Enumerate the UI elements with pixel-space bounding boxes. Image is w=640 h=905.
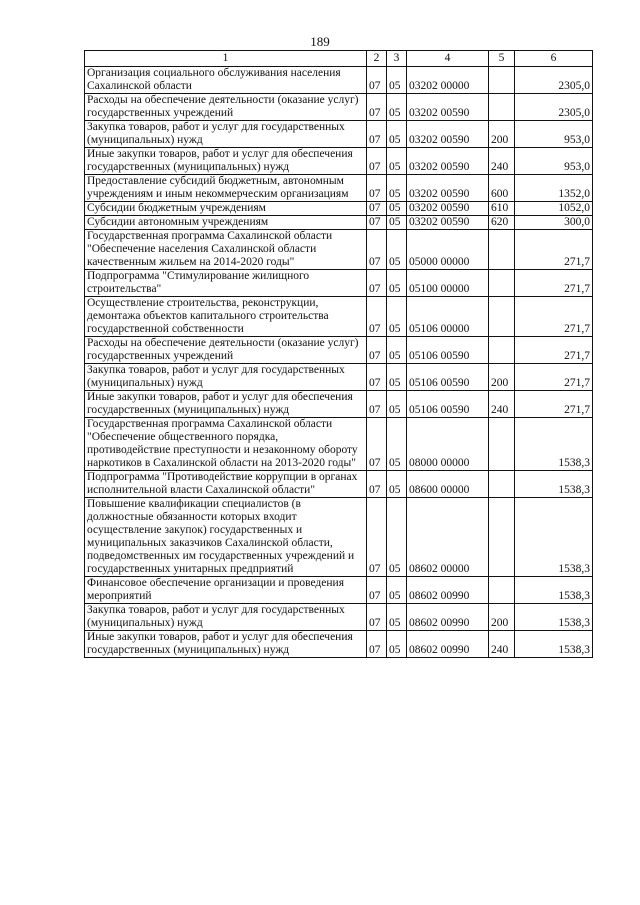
row-amount: 2305,0: [515, 94, 593, 121]
row-subsection: 05: [387, 604, 407, 631]
row-target-code: 05106 00000: [407, 297, 489, 337]
row-expense-type: [489, 577, 515, 604]
table-row: [85, 121, 593, 148]
table-row: [85, 216, 593, 230]
row-target-code: 08602 00990: [407, 631, 489, 658]
column-header: 4: [407, 51, 489, 67]
row-target-code: 08602 00000: [407, 498, 489, 577]
row-amount: 1538,3: [515, 498, 593, 577]
row-section: 07: [367, 364, 387, 391]
row-expense-type: [489, 498, 515, 577]
row-subsection: 05: [387, 297, 407, 337]
row-section: 07: [367, 230, 387, 270]
row-subsection: 05: [387, 216, 407, 230]
row-amount: 1538,3: [515, 631, 593, 658]
table-row: [85, 418, 593, 471]
row-name: Закупка товаров, работ и услуг для государственных (муниципальных) нужд: [85, 364, 367, 391]
row-amount: 300,0: [515, 216, 593, 230]
row-subsection: 05: [387, 631, 407, 658]
row-section: 07: [367, 148, 387, 175]
table-row: [85, 148, 593, 175]
row-subsection: 05: [387, 175, 407, 202]
row-amount: 1352,0: [515, 175, 593, 202]
row-name: Иные закупки товаров, работ и услуг для обеспечения государственных (муниципальных) нужд: [85, 391, 367, 418]
row-subsection: 05: [387, 230, 407, 270]
row-name: Организация социального обслуживания населения Сахалинской области: [85, 67, 367, 94]
row-expense-type: 200: [489, 364, 515, 391]
row-expense-type: [489, 471, 515, 498]
row-expense-type: [489, 418, 515, 471]
row-subsection: 05: [387, 202, 407, 216]
row-amount: 1538,3: [515, 471, 593, 498]
row-amount: 1538,3: [515, 604, 593, 631]
table-row: [85, 297, 593, 337]
row-expense-type: 240: [489, 631, 515, 658]
header-row: [85, 51, 593, 67]
row-amount: 1538,3: [515, 418, 593, 471]
row-target-code: 03202 00590: [407, 216, 489, 230]
row-subsection: 05: [387, 577, 407, 604]
budget-table: [84, 50, 593, 658]
row-expense-type: 240: [489, 391, 515, 418]
row-name: Иные закупки товаров, работ и услуг для обеспечения государственных (муниципальных) нужд: [85, 148, 367, 175]
row-name: Осуществление строительства, реконструкции, демонтажа объектов капитального строительства государственной собственности: [85, 297, 367, 337]
row-name: Предоставление субсидий бюджетным, автономным учреждениям и иным некоммерческим организациям: [85, 175, 367, 202]
table-body: [85, 67, 593, 658]
row-section: 07: [367, 216, 387, 230]
row-expense-type: [489, 67, 515, 94]
table-row: [85, 364, 593, 391]
row-amount: 271,7: [515, 230, 593, 270]
row-amount: 271,7: [515, 364, 593, 391]
table-row: [85, 202, 593, 216]
row-target-code: 03202 00590: [407, 94, 489, 121]
row-amount: 271,7: [515, 297, 593, 337]
column-header: 1: [85, 51, 367, 67]
row-expense-type: [489, 230, 515, 270]
row-section: 07: [367, 471, 387, 498]
row-amount: 1538,3: [515, 577, 593, 604]
row-target-code: 05106 00590: [407, 391, 489, 418]
column-header: 6: [515, 51, 593, 67]
row-amount: 2305,0: [515, 67, 593, 94]
row-name: Подпрограмма "Стимулирование жилищного строительства": [85, 270, 367, 297]
row-section: 07: [367, 418, 387, 471]
row-name: Расходы на обеспечение деятельности (оказание услуг) государственных учреждений: [85, 94, 367, 121]
row-section: 07: [367, 604, 387, 631]
row-target-code: 08602 00990: [407, 604, 489, 631]
row-expense-type: 620: [489, 216, 515, 230]
row-section: 07: [367, 121, 387, 148]
row-subsection: 05: [387, 121, 407, 148]
row-section: 07: [367, 631, 387, 658]
table-row: [85, 270, 593, 297]
row-subsection: 05: [387, 337, 407, 364]
row-expense-type: [489, 94, 515, 121]
row-subsection: 05: [387, 94, 407, 121]
row-subsection: 05: [387, 270, 407, 297]
table-row: [85, 67, 593, 94]
row-amount: 953,0: [515, 121, 593, 148]
column-header: 5: [489, 51, 515, 67]
row-name: Государственная программа Сахалинской области "Обеспечение населения Сахалинской области качественным жильем на 2014-2020 годы": [85, 230, 367, 270]
row-name: Субсидии бюджетным учреждениям: [85, 202, 367, 216]
row-subsection: 05: [387, 148, 407, 175]
page-number: 189: [310, 34, 330, 49]
row-subsection: 05: [387, 391, 407, 418]
row-subsection: 05: [387, 364, 407, 391]
table-row: [85, 577, 593, 604]
row-target-code: 03202 00590: [407, 148, 489, 175]
row-expense-type: 240: [489, 148, 515, 175]
row-expense-type: 610: [489, 202, 515, 216]
row-name: Закупка товаров, работ и услуг для государственных (муниципальных) нужд: [85, 121, 367, 148]
row-target-code: 08000 00000: [407, 418, 489, 471]
table-row: [85, 471, 593, 498]
row-name: Субсидии автономным учреждениям: [85, 216, 367, 230]
table-row: [85, 604, 593, 631]
row-section: 07: [367, 337, 387, 364]
row-section: 07: [367, 175, 387, 202]
row-name: Закупка товаров, работ и услуг для государственных (муниципальных) нужд: [85, 604, 367, 631]
row-section: 07: [367, 94, 387, 121]
row-name: Финансовое обеспечение организации и проведения мероприятий: [85, 577, 367, 604]
row-expense-type: 200: [489, 604, 515, 631]
column-header: 2: [367, 51, 387, 67]
column-header: 3: [387, 51, 407, 67]
table-row: [85, 498, 593, 577]
row-expense-type: 600: [489, 175, 515, 202]
row-target-code: 03202 00590: [407, 202, 489, 216]
row-name: Расходы на обеспечение деятельности (оказание услуг) государственных учреждений: [85, 337, 367, 364]
row-subsection: 05: [387, 418, 407, 471]
row-amount: 271,7: [515, 391, 593, 418]
row-amount: 1052,0: [515, 202, 593, 216]
row-section: 07: [367, 577, 387, 604]
row-name: Повышение квалификации специалистов (в должностные обязанности которых входит осуществление закупок) государственных и муниципальных заказчиков Сахалинской области, подведомственных им государственных учреждений и государственных унитарных предприятий: [85, 498, 367, 577]
row-section: 07: [367, 202, 387, 216]
table-row: [85, 230, 593, 270]
row-target-code: 03202 00590: [407, 121, 489, 148]
table-row: [85, 175, 593, 202]
row-target-code: 05000 00000: [407, 230, 489, 270]
row-amount: 271,7: [515, 337, 593, 364]
row-section: 07: [367, 67, 387, 94]
row-subsection: 05: [387, 471, 407, 498]
table-row: [85, 94, 593, 121]
row-expense-type: 200: [489, 121, 515, 148]
row-name: Иные закупки товаров, работ и услуг для обеспечения государственных (муниципальных) нужд: [85, 631, 367, 658]
row-section: 07: [367, 498, 387, 577]
table-row: [85, 337, 593, 364]
row-target-code: 03202 00590: [407, 175, 489, 202]
row-target-code: 08600 00000: [407, 471, 489, 498]
row-name: Государственная программа Сахалинской области "Обеспечение общественного порядка, противодействие преступности и незаконному обороту наркотиков в Сахалинской области на 2013-2020 годы": [85, 418, 367, 471]
table-row: [85, 631, 593, 658]
row-amount: 953,0: [515, 148, 593, 175]
row-name: Подпрограмма "Противодействие коррупции в органах исполнительной власти Сахалинской области": [85, 471, 367, 498]
row-expense-type: [489, 270, 515, 297]
row-subsection: 05: [387, 67, 407, 94]
row-section: 07: [367, 270, 387, 297]
row-target-code: 08602 00990: [407, 577, 489, 604]
row-target-code: 03202 00000: [407, 67, 489, 94]
row-expense-type: [489, 337, 515, 364]
row-section: 07: [367, 297, 387, 337]
row-expense-type: [489, 297, 515, 337]
table-row: [85, 391, 593, 418]
row-amount: 271,7: [515, 270, 593, 297]
row-section: 07: [367, 391, 387, 418]
row-target-code: 05100 00000: [407, 270, 489, 297]
row-target-code: 05106 00590: [407, 337, 489, 364]
row-target-code: 05106 00590: [407, 364, 489, 391]
row-subsection: 05: [387, 498, 407, 577]
